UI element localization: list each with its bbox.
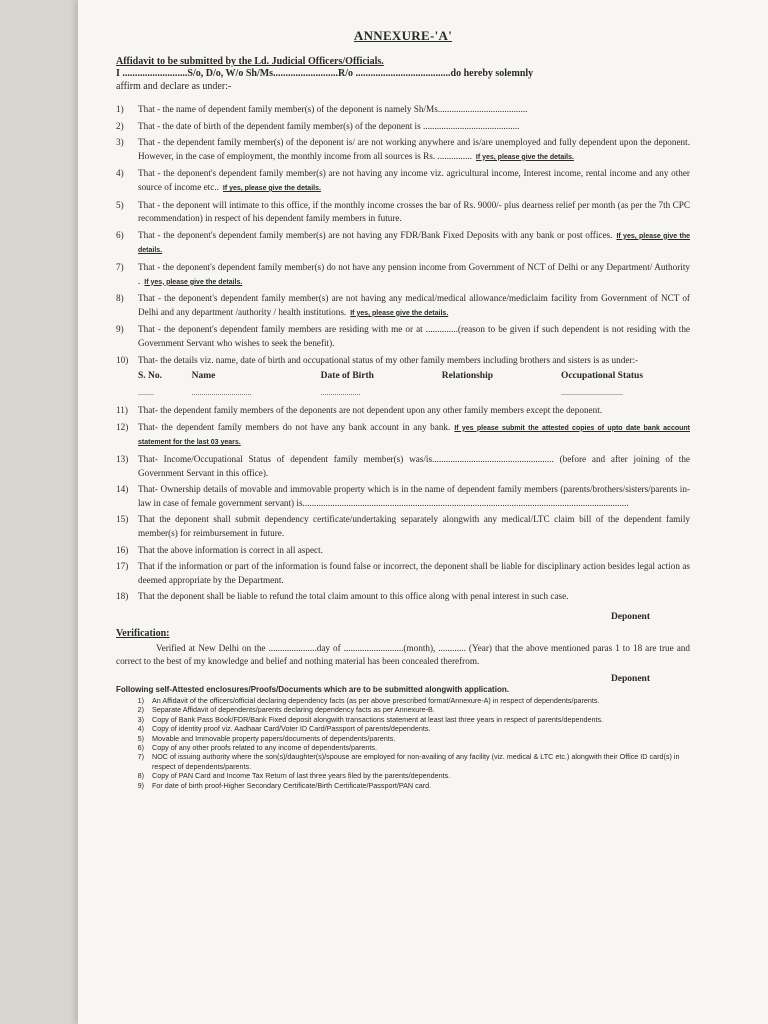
- enclosure-number: 6): [137, 743, 144, 753]
- enclosure-text: Movable and Immovable property papers/documents of dependents/parents.: [152, 733, 396, 743]
- paragraph-text: [138, 544, 690, 558]
- paragraph-body: That - the deponent will intimate to this office, if the monthly income crosses the bar of Rs. 9000/- plus dearness relief per month (as per the 7th CPC recommendation) in respect of his dependent family members in future.: [138, 199, 690, 224]
- enclosures-heading: Following self-Attested enclosures/Proofs/Documents which are to be submitted alongwith application.: [116, 685, 509, 694]
- paragraph-number: 10): [116, 354, 129, 365]
- paragraph-note: If yes, please give the details.: [222, 184, 321, 192]
- paragraph-number: 14): [116, 484, 129, 495]
- paragraph-number: 1): [116, 104, 124, 114]
- paragraph-body: That - the dependent family member(s) of the deponent is/ are not working anywhere and is/are unemployed and fully dependent upon the deponent. However, in the case of employment, the monthly income from all sources is Rs. ...............: [138, 137, 690, 161]
- paragraph-text: [138, 229, 690, 258]
- enclosure-item: [116, 781, 690, 790]
- document-title: ANNEXURE-'A': [353, 28, 453, 43]
- col-sno: S. No.: [138, 371, 163, 382]
- cell-name: ..............................: [191, 387, 252, 397]
- paragraph-text: [138, 292, 690, 320]
- paragraph-number: 13): [116, 454, 129, 465]
- paragraph-item: [116, 323, 690, 350]
- cell-occupation: ...............................: [560, 387, 623, 397]
- paragraph-number: 2): [116, 120, 124, 131]
- paragraph-body: That - the deponent's dependent family member(s) are not having any income viz. agricultural income, Interest income, rental income and any other source of income etc..: [138, 168, 690, 192]
- paragraph-note: If yes, please give the details.: [138, 232, 691, 255]
- deponent-signature-2: Deponent: [610, 674, 650, 684]
- paragraph-item: [116, 421, 690, 450]
- paragraph-body: That the deponent shall be liable to refund the total claim amount to this office along with penal interest in such case.: [138, 591, 569, 602]
- paragraph-number: 12): [116, 421, 129, 432]
- paragraph-body: That- the details viz. name, date of birth and occupational status of my other family members including brothers and sisters is as under:-: [138, 354, 639, 365]
- cell-sno: ........: [138, 387, 154, 397]
- paragraph-text: [138, 136, 690, 164]
- paragraph-item: [116, 199, 690, 226]
- enclosure-item: [116, 734, 690, 743]
- paragraph-number: 18): [116, 591, 129, 602]
- paragraph-item: [116, 483, 690, 510]
- paragraph-number: 9): [116, 324, 124, 335]
- paragraph-number: 15): [116, 514, 129, 525]
- paragraph-item: [116, 404, 690, 418]
- deponent-signature: Deponent: [610, 612, 650, 622]
- family-table-header: [138, 370, 690, 384]
- paragraph-item: [116, 560, 690, 587]
- paragraph-text: [138, 199, 690, 226]
- paragraph-text: [138, 261, 690, 289]
- intro-line: [116, 67, 690, 80]
- paragraph-body: That - the deponent's dependent family member(s) are not having any FDR/Bank Fixed Deposits with any bank or post offices.: [138, 229, 613, 240]
- enclosure-item: [116, 771, 690, 780]
- enclosure-item: [116, 752, 690, 771]
- paragraph-body: That- Ownership details of movable and immovable property which is in the name of dependent family members (parents/brothers/sisters/parents in-law in case of female government servant) is..............................................................................................................................................: [138, 484, 690, 508]
- paragraph-group-2: [116, 404, 690, 604]
- enclosures-list: [116, 696, 690, 790]
- paragraph-text: [138, 323, 690, 350]
- paragraph-number: 5): [116, 199, 124, 210]
- enclosure-item: [116, 724, 690, 733]
- paragraph-item: [116, 453, 690, 480]
- paragraph-item: [116, 544, 690, 558]
- paragraph-text: [138, 483, 690, 510]
- cell-dob: ....................: [320, 387, 361, 397]
- enclosure-number: 7): [137, 752, 144, 762]
- paragraph-text: [138, 167, 690, 195]
- paragraph-number: 16): [116, 544, 129, 555]
- enclosure-text: Copy of Bank Pass Book/FDR/Bank Fixed deposit alongwith transactions statement at least last three years in respect of parents/dependents.: [152, 714, 604, 724]
- enclosure-item: [116, 743, 690, 752]
- col-name: Name: [191, 371, 216, 382]
- paragraph-body: That- the dependent family members of the deponents are not dependent upon any other family members except the deponent.: [138, 405, 603, 416]
- enclosure-item: [116, 715, 690, 724]
- enclosure-text: Separate Affidavit of dependents/parents declaring dependency facts as per Annexure-B.: [152, 705, 435, 715]
- intro-declaration: I ..........................S/o, D/o, W/o Sh/Ms..........................R/o ......................................do hereby solemnly: [116, 68, 534, 79]
- paragraph-body: That if the information or part of the information is found false or incorrect, the deponent shall be liable for disciplinary action besides legal action as deemed appropriate by the Department.: [138, 561, 690, 585]
- paragraph-text: [138, 354, 690, 368]
- paragraph-text: [138, 404, 690, 418]
- paragraph-item: [116, 354, 690, 368]
- paragraph-item: [116, 136, 690, 164]
- paragraph-note: If yes please submit the attested copies of upto date bank account statement for the last 03 years.: [138, 424, 690, 447]
- paragraph-number: 4): [116, 168, 124, 179]
- paragraph-body: That the above information is correct in all aspect.: [138, 544, 323, 555]
- affidavit-heading: Affidavit to be submitted by the Ld. Judicial Officers/Officials.: [116, 56, 384, 67]
- paragraph-number: 11): [116, 405, 128, 416]
- paragraph-list: [116, 103, 690, 604]
- paragraph-text: [138, 421, 690, 450]
- paragraph-note: If yes, please give the details.: [144, 278, 243, 286]
- paragraph-number: 8): [116, 293, 124, 304]
- enclosure-number: 5): [137, 733, 144, 743]
- paragraph-number: 3): [116, 137, 124, 148]
- paragraph-text: [138, 590, 690, 604]
- paragraph-number: 6): [116, 229, 124, 240]
- paragraph-body: That the deponent shall submit dependency certificate/undertaking separately alongwith any medical/LTC claim bill of the dependent family member(s) for reimbursement in future.: [138, 514, 690, 539]
- paragraph-body: That - the date of birth of the dependent family member(s) of the deponent is ..........................................: [138, 120, 520, 131]
- col-dob: Date of Birth: [320, 371, 374, 382]
- enclosure-text: Copy of PAN Card and Income Tax Return of last three years filed by the parents/dependents.: [152, 771, 451, 781]
- paragraph-body: That - the deponent's dependent family members are residing with me or at ..............(reason to be given if such dependent is not residing with the Government Servant who wishes to seek the benefit).: [138, 324, 690, 348]
- intro-line-2: affirm and declare as under:-: [116, 81, 232, 92]
- enclosure-item: [116, 705, 690, 714]
- paragraph-item: [116, 292, 690, 320]
- paragraph-group-1: [116, 103, 690, 367]
- paragraph-note: If yes, please give the details.: [350, 309, 449, 317]
- paragraph-item: [116, 229, 690, 258]
- enclosure-item: [116, 696, 690, 705]
- paragraph-number: 17): [116, 561, 129, 572]
- paragraph-text: [138, 453, 690, 480]
- enclosure-number: 2): [137, 705, 144, 715]
- col-relationship: Relationship: [441, 371, 494, 382]
- paragraph-text: [138, 560, 690, 587]
- enclosure-text: Copy of identity proof viz. Aadhaar Card/Voter ID Card/Passport of parents/dependents.: [152, 724, 431, 734]
- document-content: [116, 28, 690, 790]
- paragraph-number: 7): [116, 261, 124, 272]
- enclosure-number: 3): [137, 714, 144, 724]
- enclosure-text: For date of birth proof-Higher Secondary Certificate/Birth Certificate/Passport/PAN card.: [152, 780, 432, 790]
- verification-heading: Verification:: [116, 628, 170, 639]
- family-table-row: [138, 386, 690, 400]
- enclosure-number: 4): [137, 724, 144, 734]
- document-page: [78, 0, 768, 1024]
- col-occupation: Occupational Status: [560, 371, 644, 382]
- paragraph-body: That- Income/Occupational Status of dependent family member(s) was/is..................................................... (before and after joining of the Government Servant in this office).: [138, 454, 690, 478]
- paragraph-text: [138, 120, 690, 134]
- enclosure-text: An Affidavit of the officers/official declaring dependency facts (as per above prescribed format/Annexure-A) in respect of dependents/parents.: [152, 696, 600, 705]
- paragraph-text: [138, 513, 690, 540]
- enclosure-text: NOC of issuing authority where the son(s)/daughter(s)/spouse are employed for non-availing of any facility (viz. medical & LTC etc.) alongwith their Office ID card(s) in respect of dependents/parents.: [152, 752, 680, 771]
- paragraph-body: That- the dependent family members do not have any bank account in any bank.: [138, 421, 451, 432]
- paragraph-body: That - the deponent's dependent family member(s) do not have any pension income from Government of NCT of Delhi or any Department/ Authority .: [138, 261, 690, 286]
- paragraph-item: [116, 590, 690, 604]
- verification-text: Verified at New Delhi on the .....................day of ..........................(month), ............ (Year) that the above mentioned paras 1 to 18 are true and correct to the best of my knowledge and belief and nothing material has been concealed therefrom.: [116, 643, 690, 666]
- paragraph-item: [116, 103, 690, 117]
- paragraph-item: [116, 120, 690, 134]
- paragraph-body: That - the name of dependent family member(s) of the deponent is namely Sh/Ms.......................................: [138, 104, 528, 114]
- paragraph-item: [116, 513, 690, 540]
- paragraph-note: If yes, please give the details.: [475, 153, 574, 161]
- paragraph-item: [116, 167, 690, 195]
- enclosure-number: 8): [137, 771, 144, 781]
- enclosure-number: 9): [137, 780, 144, 790]
- cell-relationship: [442, 386, 561, 400]
- paragraph-text: [138, 103, 690, 117]
- paragraph-item: [116, 261, 690, 289]
- paragraph-body: That - the deponent's dependent family member(s) are not having any medical/medical allowance/mediclaim facility from Government of NCT of Delhi and any department /authority / health institutions.: [138, 293, 690, 317]
- enclosure-number: 1): [137, 696, 144, 705]
- enclosure-text: Copy of any other proofs related to any income of dependents/parents.: [152, 743, 377, 753]
